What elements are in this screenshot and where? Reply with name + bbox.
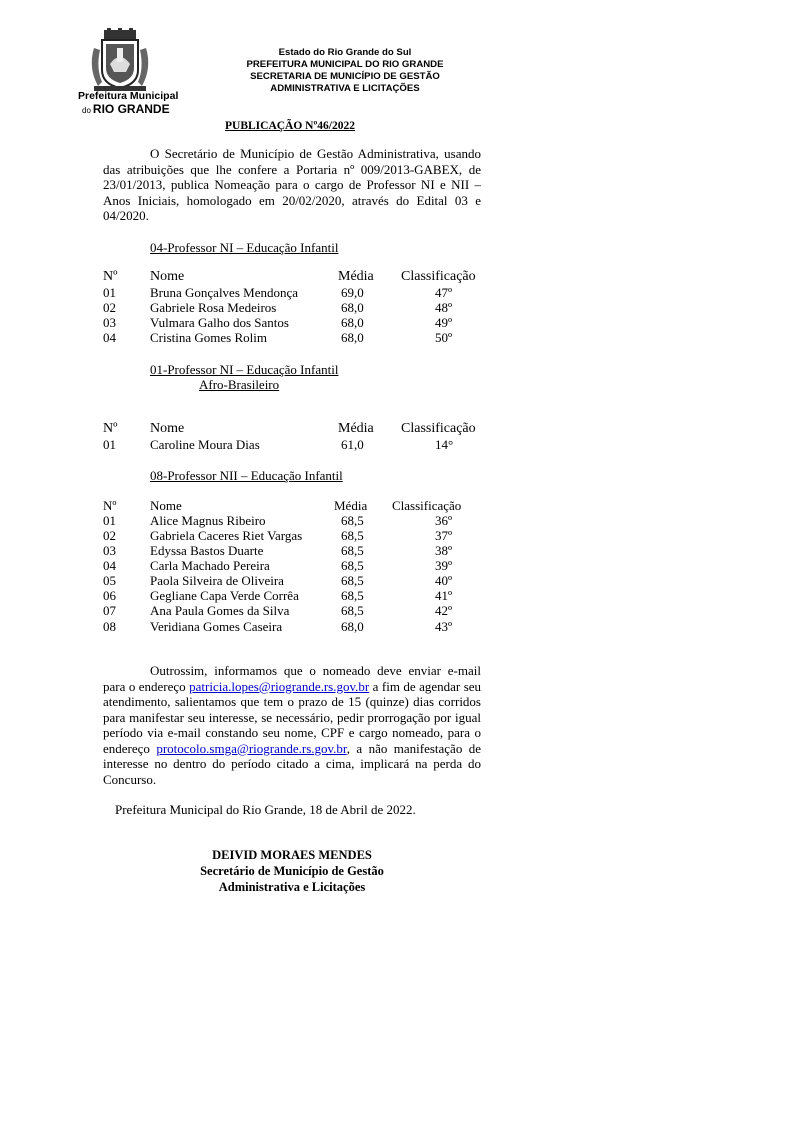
table-cell-avg: 68,5 bbox=[341, 588, 364, 603]
table-cell-rank: 42º bbox=[435, 603, 453, 618]
section1-header-rank: Classificação bbox=[401, 269, 476, 284]
table-cell-num: 04 bbox=[103, 330, 116, 345]
section2-title: 01-Professor NI – Educação Infantil bbox=[150, 362, 339, 377]
signatory-role-line2: Administrativa e Licitações bbox=[218, 880, 366, 894]
section3-header-rank: Classificação bbox=[392, 498, 462, 513]
table-cell-name: Carla Machado Pereira bbox=[150, 558, 270, 573]
table-cell-avg: 68,5 bbox=[341, 528, 364, 543]
notice-text-part3: , a não manifestação de interesse no dentro do período citado a cima, implicará na perda do Concurso. bbox=[103, 740, 481, 787]
table-cell-avg: 68,5 bbox=[341, 543, 364, 558]
logo-text-line1: Prefeitura Municipal bbox=[78, 90, 179, 102]
header-line3: SECRETARIA DE MUNICÍPIO DE GESTÃO bbox=[250, 71, 440, 82]
table-cell-avg: 61,0 bbox=[341, 437, 364, 452]
section3-title: 08-Professor NII – Educação Infantil bbox=[150, 468, 343, 483]
table-cell-name: Paola Silveira de Oliveira bbox=[150, 573, 284, 588]
header-line4: ADMINISTRATIVA E LICITAÇÕES bbox=[270, 83, 420, 94]
section2-header-name: Nome bbox=[150, 421, 185, 436]
section1-header-name: Nome bbox=[150, 269, 185, 284]
table-cell-num: 08 bbox=[103, 619, 116, 634]
table-cell-num: 05 bbox=[103, 573, 116, 588]
table-cell-name: Caroline Moura Dias bbox=[150, 437, 260, 452]
table-cell-rank: 48º bbox=[435, 300, 453, 315]
table-cell-avg: 68,5 bbox=[341, 513, 364, 528]
table-cell-name: Ana Paula Gomes da Silva bbox=[150, 603, 290, 618]
table-cell-rank: 14° bbox=[435, 437, 454, 452]
email-link-protocolo[interactable]: protocolo.smga@riogrande.rs.gov.br bbox=[156, 740, 347, 756]
header-line1: Estado do Rio Grande do Sul bbox=[278, 47, 412, 58]
place-date: Prefeitura Municipal do Rio Grande, 18 de Abril de 2022. bbox=[115, 802, 416, 817]
logo-text-prefix: do bbox=[82, 106, 91, 115]
table-cell-name: Cristina Gomes Rolim bbox=[150, 330, 267, 345]
table-cell-num: 03 bbox=[103, 543, 116, 558]
section3-header-num: Nº bbox=[103, 498, 117, 513]
table-cell-num: 04 bbox=[103, 558, 116, 573]
notice-text bbox=[103, 663, 481, 787]
table-cell-num: 03 bbox=[103, 315, 116, 330]
table-cell-rank: 36º bbox=[435, 513, 453, 528]
table-cell-avg: 69,0 bbox=[341, 285, 364, 300]
logo-text-line2 bbox=[82, 102, 170, 116]
table-cell-num: 02 bbox=[103, 300, 116, 315]
email-link-patricia[interactable]: patricia.lopes@riogrande.rs.gov.br bbox=[189, 678, 370, 694]
section1-title: 04-Professor NI – Educação Infantil bbox=[150, 240, 339, 255]
table-cell-avg: 68,5 bbox=[341, 558, 364, 573]
table-cell-rank: 50º bbox=[435, 330, 453, 345]
section2-header-avg: Média bbox=[338, 421, 374, 436]
table-cell-rank: 40º bbox=[435, 573, 453, 588]
table-cell-name: Bruna Gonçalves Mendonça bbox=[150, 285, 299, 300]
table-cell-num: 06 bbox=[103, 588, 116, 603]
table-cell-avg: 68,5 bbox=[341, 603, 364, 618]
table-cell-name: Gabriele Rosa Medeiros bbox=[150, 300, 277, 315]
table-cell-rank: 49º bbox=[435, 315, 453, 330]
table-cell-rank: 37º bbox=[435, 528, 453, 543]
notice-text-part1: Outrossim, informamos que o nomeado deve enviar e-mail para o endereço bbox=[103, 663, 481, 694]
table-cell-name: Gabriela Caceres Riet Vargas bbox=[150, 528, 303, 543]
table-cell-rank: 47º bbox=[435, 285, 453, 300]
table-cell-name: Vulmara Galho dos Santos bbox=[150, 315, 289, 330]
table-cell-num: 07 bbox=[103, 603, 116, 618]
table-cell-num: 01 bbox=[103, 285, 116, 300]
table-cell-num: 01 bbox=[103, 437, 116, 452]
signatory-name: DEIVID MORAES MENDES bbox=[212, 848, 372, 862]
table-cell-name: Gegliane Capa Verde Corrêa bbox=[150, 588, 299, 603]
table-cell-rank: 43º bbox=[435, 619, 453, 634]
table-cell-avg: 68,0 bbox=[341, 300, 364, 315]
table-cell-num: 02 bbox=[103, 528, 116, 543]
table-cell-avg: 68,0 bbox=[341, 330, 364, 345]
signatory-role-line1: Secretário de Município de Gestão bbox=[200, 864, 384, 878]
logo-text-main: RIO GRANDE bbox=[92, 102, 170, 116]
table-cell-avg: 68,0 bbox=[341, 619, 364, 634]
section1-header-num: Nº bbox=[103, 269, 118, 284]
section3-header-name: Nome bbox=[150, 498, 182, 513]
table-cell-rank: 41º bbox=[435, 588, 453, 603]
header-line2: PREFEITURA MUNICIPAL DO RIO GRANDE bbox=[246, 59, 444, 70]
section2-header-num: Nº bbox=[103, 421, 118, 436]
table-cell-num: 01 bbox=[103, 513, 116, 528]
table-cell-name: Veridiana Gomes Caseira bbox=[150, 619, 283, 634]
publication-title: PUBLICAÇÃO Nº46/2022 bbox=[225, 120, 355, 132]
notice-paragraph bbox=[103, 663, 481, 787]
intro-text: O Secretário de Município de Gestão Administrativa, usando das atribuições que lhe confere a Portaria nº 009/2013-GABEX, de 23/01/2013, publica Nomeação para o cargo de Professor NI e NII – Anos Iniciais, homologado em 20/02/2020, através do Edital 03 e 04/2020. bbox=[103, 146, 481, 223]
table-cell-name: Alice Magnus Ribeiro bbox=[150, 513, 266, 528]
section3-header-avg: Média bbox=[334, 498, 368, 513]
table-cell-rank: 39º bbox=[435, 558, 453, 573]
table-cell-name: Edyssa Bastos Duarte bbox=[150, 543, 264, 558]
intro-paragraph bbox=[103, 146, 481, 224]
table-cell-avg: 68,0 bbox=[341, 315, 364, 330]
table-cell-rank: 38º bbox=[435, 543, 453, 558]
section1-header-avg: Média bbox=[338, 269, 374, 284]
notice-text-part2: a fim de agendar seu atendimento, salientamos que tem o prazo de 15 (quinze) dias corridos para manifestar seu interesse, se necessário, pedir prorrogação por igual período via e-mail constando seu nome, CPF e cargo nomeado, para o endereço bbox=[103, 678, 482, 756]
section2-subtitle: Afro-Brasileiro bbox=[199, 377, 280, 392]
section2-header-rank: Classificação bbox=[401, 421, 476, 436]
table-cell-avg: 68,5 bbox=[341, 573, 364, 588]
